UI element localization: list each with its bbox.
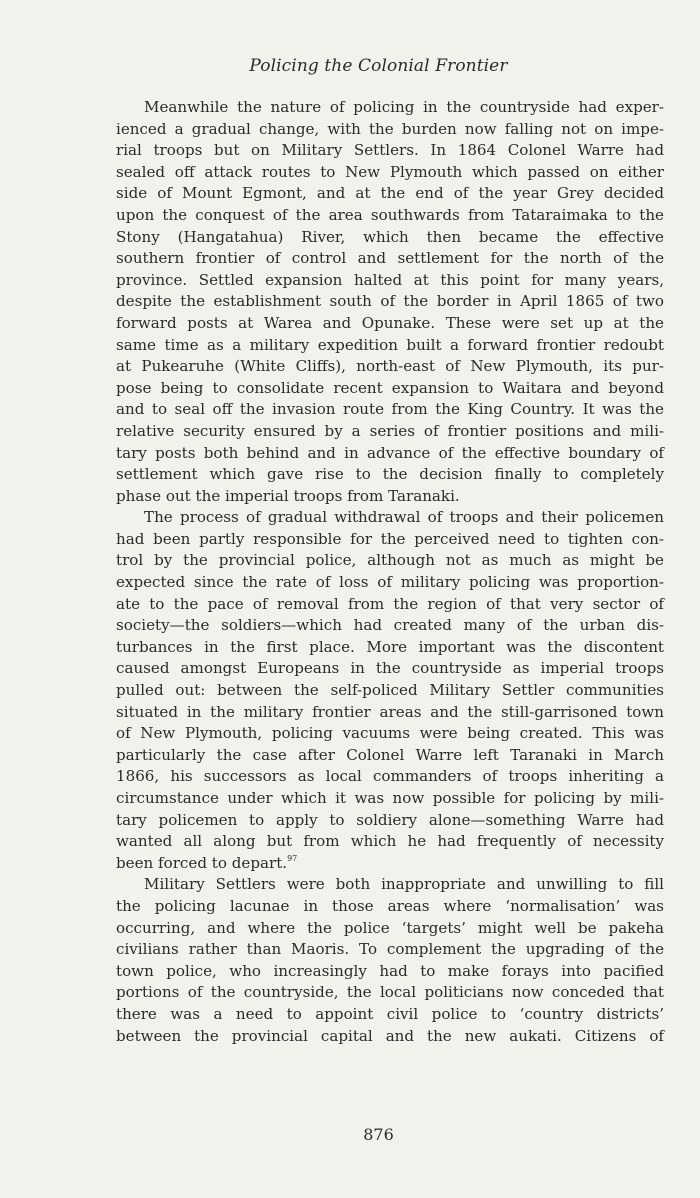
text-line: ate to the pace of removal from the region of that very sector of (116, 594, 664, 613)
text-line: 1866, his successors as local commanders of troops inheriting a (116, 767, 664, 786)
text-line: town police, who increasingly had to make forays into pacified (116, 961, 664, 980)
text-line: relative security ensured by a series of frontier positions and mili- (116, 421, 664, 440)
running-head: Policing the Colonial Frontier (249, 56, 508, 76)
text-line: society—the soldiers—which had created many of the urban dis- (116, 616, 664, 635)
text-line: civilians rather than Maoris. To complement the upgrading of the (116, 940, 664, 959)
body-text (116, 97, 664, 1047)
text-line: at Pukearuhe (White Cliffs), north-east of New Plymouth, its pur- (116, 357, 664, 376)
text-line: and to seal off the invasion route from the King Country. It was the (116, 400, 664, 419)
text-line: pose being to consolidate recent expansion to Waitara and beyond (116, 378, 664, 397)
text-line: of New Plymouth, policing vacuums were being created. This was (116, 724, 664, 743)
paragraph-2 (116, 507, 664, 874)
text-line: expected since the rate of loss of military policing was proportion- (116, 573, 664, 592)
text-line: The process of gradual withdrawal of troops and their policemen (144, 508, 664, 527)
text-line: trol by the provincial police, although not as much as might be (116, 551, 664, 570)
text-line: sealed off attack routes to New Plymouth which passed on either (116, 162, 664, 181)
text-line: rial troops but on Military Settlers. In 1864 Colonel Warre had (116, 141, 664, 160)
text-line: Meanwhile the nature of policing in the countryside had exper- (144, 98, 664, 116)
text-line: portions of the countryside, the local politicians now conceded that (116, 983, 664, 1002)
text-line: been forced to depart.$^{97}$ (116, 853, 298, 872)
text-line: Military Settlers were both inappropriate and unwilling to fill (144, 875, 664, 894)
text-line: upon the conquest of the area southwards from Tataraimaka to the (116, 205, 664, 224)
text-line: situated in the military frontier areas and the still-garrisoned town (116, 702, 664, 721)
text-line: tary policemen to apply to soldiery alone—something Warre had (116, 810, 664, 829)
text-line: between the provincial capital and the new aukati. Citizens of (116, 1026, 664, 1045)
text-line: province. Settled expansion halted at this point for many years, (116, 270, 664, 289)
text-line: ienced a gradual change, with the burden now falling not on impe- (116, 119, 664, 138)
text-line: same time as a military expedition built a forward frontier redoubt (116, 335, 664, 354)
text-line: southern frontier of control and settlement for the north of the (116, 249, 664, 268)
text-line: forward posts at Warea and Opunake. These were set up at the (116, 313, 664, 332)
text-line: had been partly responsible for the perceived need to tighten con- (116, 529, 664, 548)
text-line: phase out the imperial troops from Taranaki. (116, 486, 460, 505)
footnote-reference: 97 (287, 853, 298, 863)
text-line: despite the establishment south of the border in April 1865 of two (116, 292, 664, 311)
page-number: 876 (363, 1125, 394, 1144)
text-line: settlement which gave rise to the decision finally to completely (116, 465, 664, 484)
paragraph-1 (116, 97, 664, 507)
text-line: caused amongst Europeans in the countryside as imperial troops (116, 659, 664, 678)
paragraph-3 (116, 874, 664, 1047)
text-line: wanted all along but from which he had frequently of necessity (116, 832, 664, 851)
text-line: pulled out: between the self-policed Military Settler communities (116, 681, 664, 700)
text-line: Stony (Hangatahua) River, which then became the effective (116, 227, 664, 246)
text-line: occurring, and where the police ‘targets’ might well be pakeha (116, 918, 664, 937)
text-line: there was a need to appoint civil police to ‘country districts’ (116, 1004, 664, 1023)
text-line: the policing lacunae in those areas where ‘normalisation’ was (116, 896, 664, 915)
text-line: circumstance under which it was now possible for policing by mili- (116, 789, 664, 807)
text-line: tary posts both behind and in advance of the effective boundary of (116, 443, 664, 462)
text-line: side of Mount Egmont, and at the end of the year Grey decided (116, 184, 664, 203)
text-line: particularly the case after Colonel Warre left Taranaki in March (116, 745, 664, 764)
text-line: turbances in the first place. More important was the discontent (116, 637, 664, 656)
